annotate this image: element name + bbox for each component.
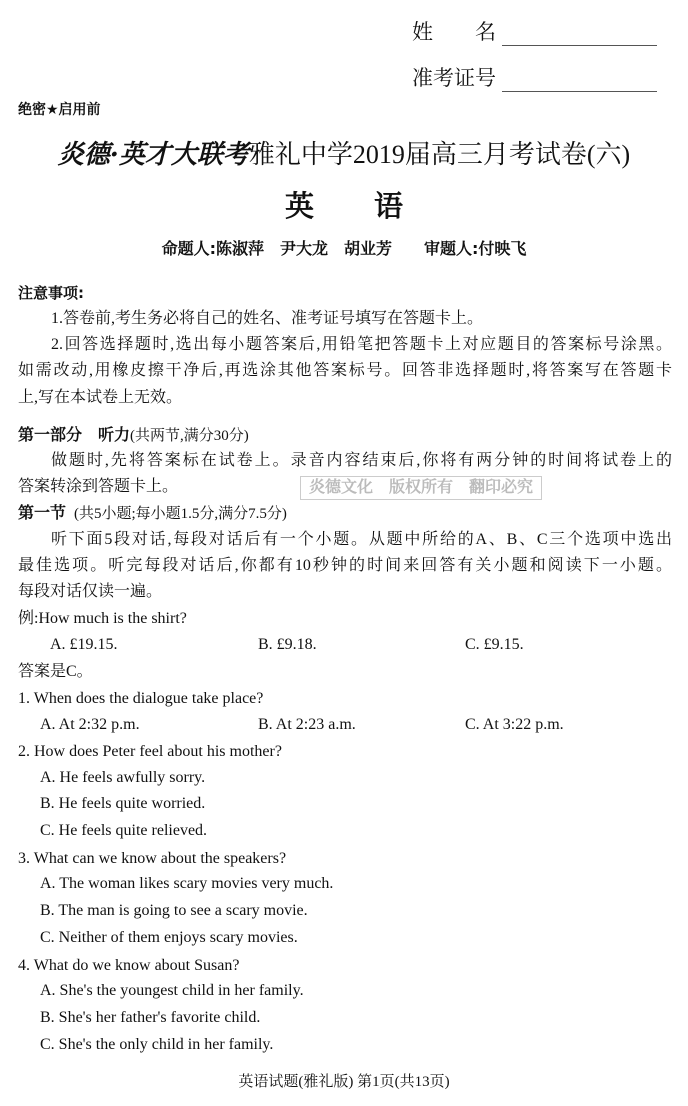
exam-id-field — [412, 62, 657, 92]
page-footer: 英语试题(雅礼版) 第1页(共13页) — [238, 1074, 450, 1090]
confidential-label: 绝密★启用前 — [18, 102, 101, 118]
section1-title: 第一节 — [18, 503, 67, 522]
part1-line: 答案转涂到答题卡上。 — [18, 478, 179, 495]
option-1a: A. At 2:32 p.m. — [40, 716, 140, 733]
section1-note: (共5小题;每小题1.5分,满分7.5分) — [74, 506, 287, 522]
note-line: 2.回答选择题时,选出每小题答案后,用铅笔把答题卡上对应题目的答案标号涂黑。 — [51, 336, 672, 353]
option-2b: B. He feels quite worried. — [40, 795, 206, 812]
title-brand: 炎德·英才大联考 — [57, 140, 249, 170]
name-label: 姓 名 — [412, 20, 496, 44]
option-3b: B. The man is going to see a scary movie. — [40, 902, 308, 919]
note-line: 如需改动,用橡皮擦干净后,再选涂其他答案标号。回答非选择题时,将答案写在答题卡 — [18, 362, 672, 379]
exam-title — [0, 134, 688, 171]
part1-note: (共两节,满分30分) — [130, 428, 249, 444]
part1-line: 做题时,先将答案标在试卷上。录音内容结束后,你将有两分钟的时间将试卷上的 — [51, 452, 672, 469]
question-4: 4. What do we know about Susan? — [18, 957, 240, 974]
watermark-line: 版权所有 — [389, 477, 454, 496]
option-2a: A. He feels awfully sorry. — [40, 769, 206, 786]
option-2c: C. He feels quite relieved. — [40, 822, 208, 839]
authors: 命题人:陈淑萍 尹大龙 胡业芳 审题人:付映飞 — [161, 239, 527, 258]
watermark-line: 翻印必究 — [469, 477, 534, 496]
title-rest: 雅礼中学2019届高三月考试卷(六) — [248, 140, 631, 169]
note-line: 上,写在本试卷上无效。 — [18, 389, 183, 406]
section1-line: 最佳选项。听完每段对话后,你都有10秒钟的时间来回答有关小题和阅读下一小题。 — [18, 557, 672, 574]
example-option-b: B. £9.18. — [258, 636, 317, 653]
watermark — [300, 476, 542, 500]
watermark-line: 炎德文化 — [309, 477, 374, 496]
option-3c: C. Neither of them enjoys scary movies. — [40, 929, 298, 946]
question-3: 3. What can we know about the speakers? — [18, 850, 287, 867]
exam-id-blank — [502, 69, 657, 92]
note-line: 1.答卷前,考生务必将自己的姓名、准考证号填写在答题卡上。 — [51, 310, 484, 327]
option-4b: B. She's her father's favorite child. — [40, 1009, 261, 1026]
question-2: 2. How does Peter feel about his mother? — [18, 743, 282, 760]
example-option-a: A. £19.15. — [50, 636, 118, 653]
subject-title: 英语 — [284, 189, 463, 223]
option-3a: A. The woman likes scary movies very much. — [40, 875, 334, 892]
option-4c: C. She's the only child in her family. — [40, 1036, 274, 1053]
option-1c: C. At 3:22 p.m. — [465, 716, 564, 733]
section1-heading — [18, 503, 672, 524]
example-answer: 答案是C。 — [18, 663, 93, 680]
section1-line: 听下面5段对话,每段对话后有一个小题。从题中所给的A、B、C三个选项中选出 — [51, 531, 672, 548]
part1-title: 第一部分 听力 — [18, 425, 131, 444]
notes-heading: 注意事项: — [18, 284, 84, 302]
option-4a: A. She's the youngest child in her family. — [40, 982, 304, 999]
name-blank — [502, 23, 657, 46]
exam-id-label: 准考证号 — [412, 66, 496, 90]
name-field — [412, 16, 657, 46]
section1-line: 每段对话仅读一遍。 — [18, 583, 163, 600]
example-question: 例:How much is the shirt? — [18, 610, 187, 627]
question-1: 1. When does the dialogue take place? — [18, 690, 264, 707]
part1-heading — [18, 425, 672, 446]
example-option-c: C. £9.15. — [465, 636, 524, 653]
option-1b: B. At 2:23 a.m. — [258, 716, 356, 733]
